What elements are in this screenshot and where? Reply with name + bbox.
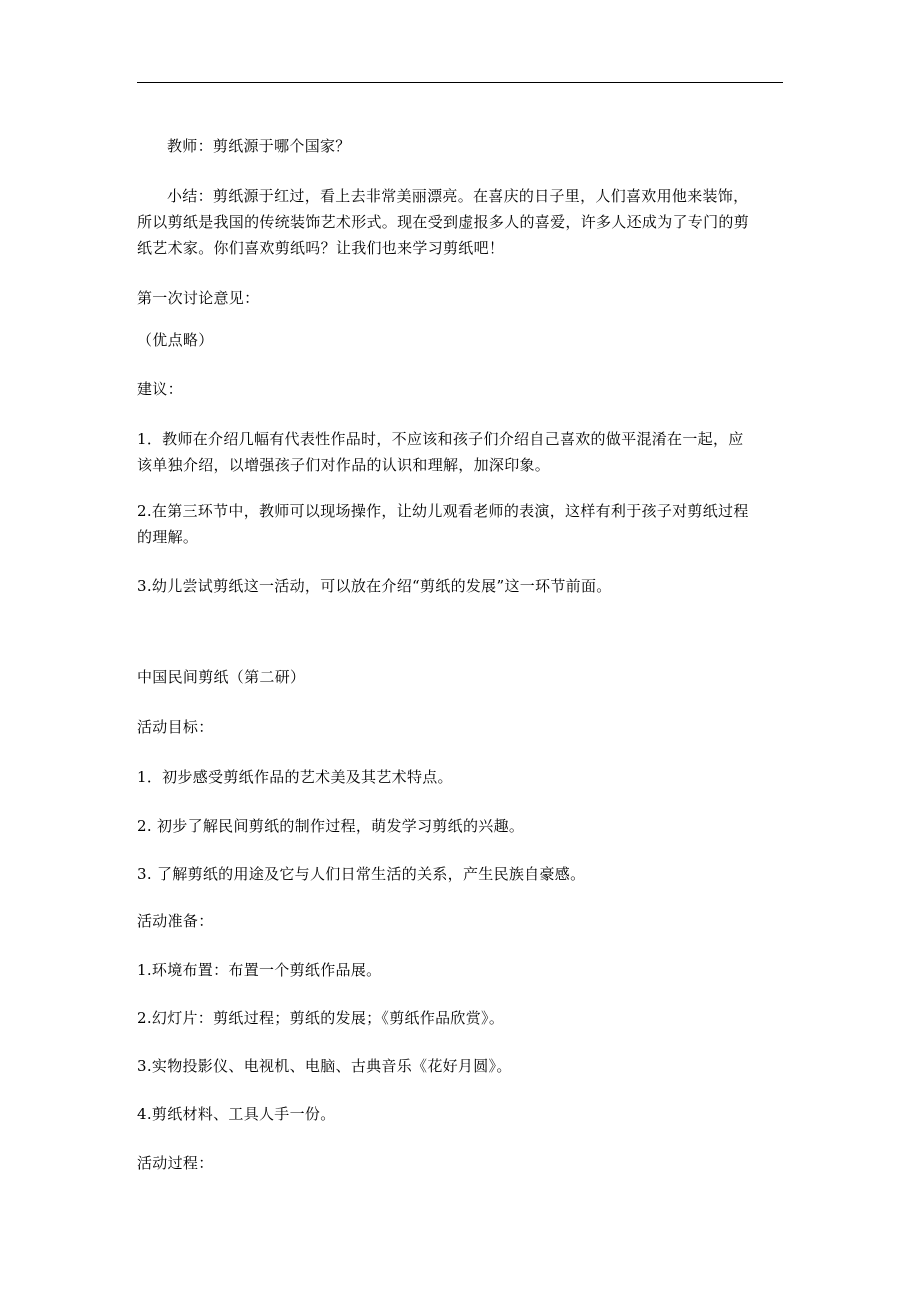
- goal-3: 3. 了解剪纸的用途及它与人们日常生活的关系，产生民族自豪感。: [137, 865, 586, 883]
- summary-line-1: 小结：剪纸源于红过，看上去非常美丽漂亮。在喜庆的日子里，人们喜欢用他来装饰，: [167, 187, 749, 205]
- goal-2: 2. 初步了解民间剪纸的制作过程，萌发学习剪纸的兴趣。: [137, 817, 525, 835]
- first-discussion-heading: 第一次讨论意见：: [137, 289, 260, 307]
- suggestion-2-line-1: 2.在第三环节中，教师可以现场操作，让幼儿观看老师的表演，这样有利于孩子对剪纸过程: [137, 502, 749, 520]
- prep-3: 3.实物投影仪、电视机、电脑、古典音乐《花好月圆》。: [137, 1057, 512, 1075]
- summary-line-3: 纸艺术家。你们喜欢剪纸吗？让我们也来学习剪纸吧！: [137, 239, 505, 257]
- goal-1: 1．初步感受剪纸作品的艺术美及其艺术特点。: [137, 768, 453, 786]
- activity-goals-heading: 活动目标：: [137, 718, 214, 736]
- suggestions-heading: 建议：: [137, 380, 183, 398]
- suggestion-1-line-2: 该单独介绍，以增强孩子们对作品的认识和理解，加深印象。: [137, 456, 551, 474]
- suggestion-2-line-2: 的理解。: [137, 528, 199, 546]
- teacher-question: 教师：剪纸源于哪个国家？: [167, 137, 351, 155]
- activity-prep-heading: 活动准备：: [137, 912, 214, 930]
- activity-process-heading: 活动过程：: [137, 1154, 214, 1172]
- summary-line-2: 所以剪纸是我国的传统装饰艺术形式。现在受到虚报多人的喜爱，许多人还成为了专门的剪: [137, 213, 750, 231]
- strengths-omitted: （优点略）: [137, 331, 214, 349]
- suggestion-1-line-1: 1．教师在介绍几幅有代表性作品时，不应该和孩子们介绍自己喜欢的做平混淆在一起，应: [137, 430, 744, 448]
- suggestion-3: 3.幼儿尝试剪纸这一活动，可以放在介绍“剪纸的发展”这一环节前面。: [137, 577, 612, 595]
- second-session-title: 中国民间剪纸（第二研）: [137, 668, 306, 686]
- prep-2: 2.幻灯片：剪纸过程；剪纸的发展；《剪纸作品欣赏》。: [137, 1009, 505, 1027]
- prep-1: 1.环境布置：布置一个剪纸作品展。: [137, 961, 382, 979]
- prep-4: 4.剪纸材料、工具人手一份。: [137, 1105, 336, 1123]
- header-rule: [137, 82, 783, 83]
